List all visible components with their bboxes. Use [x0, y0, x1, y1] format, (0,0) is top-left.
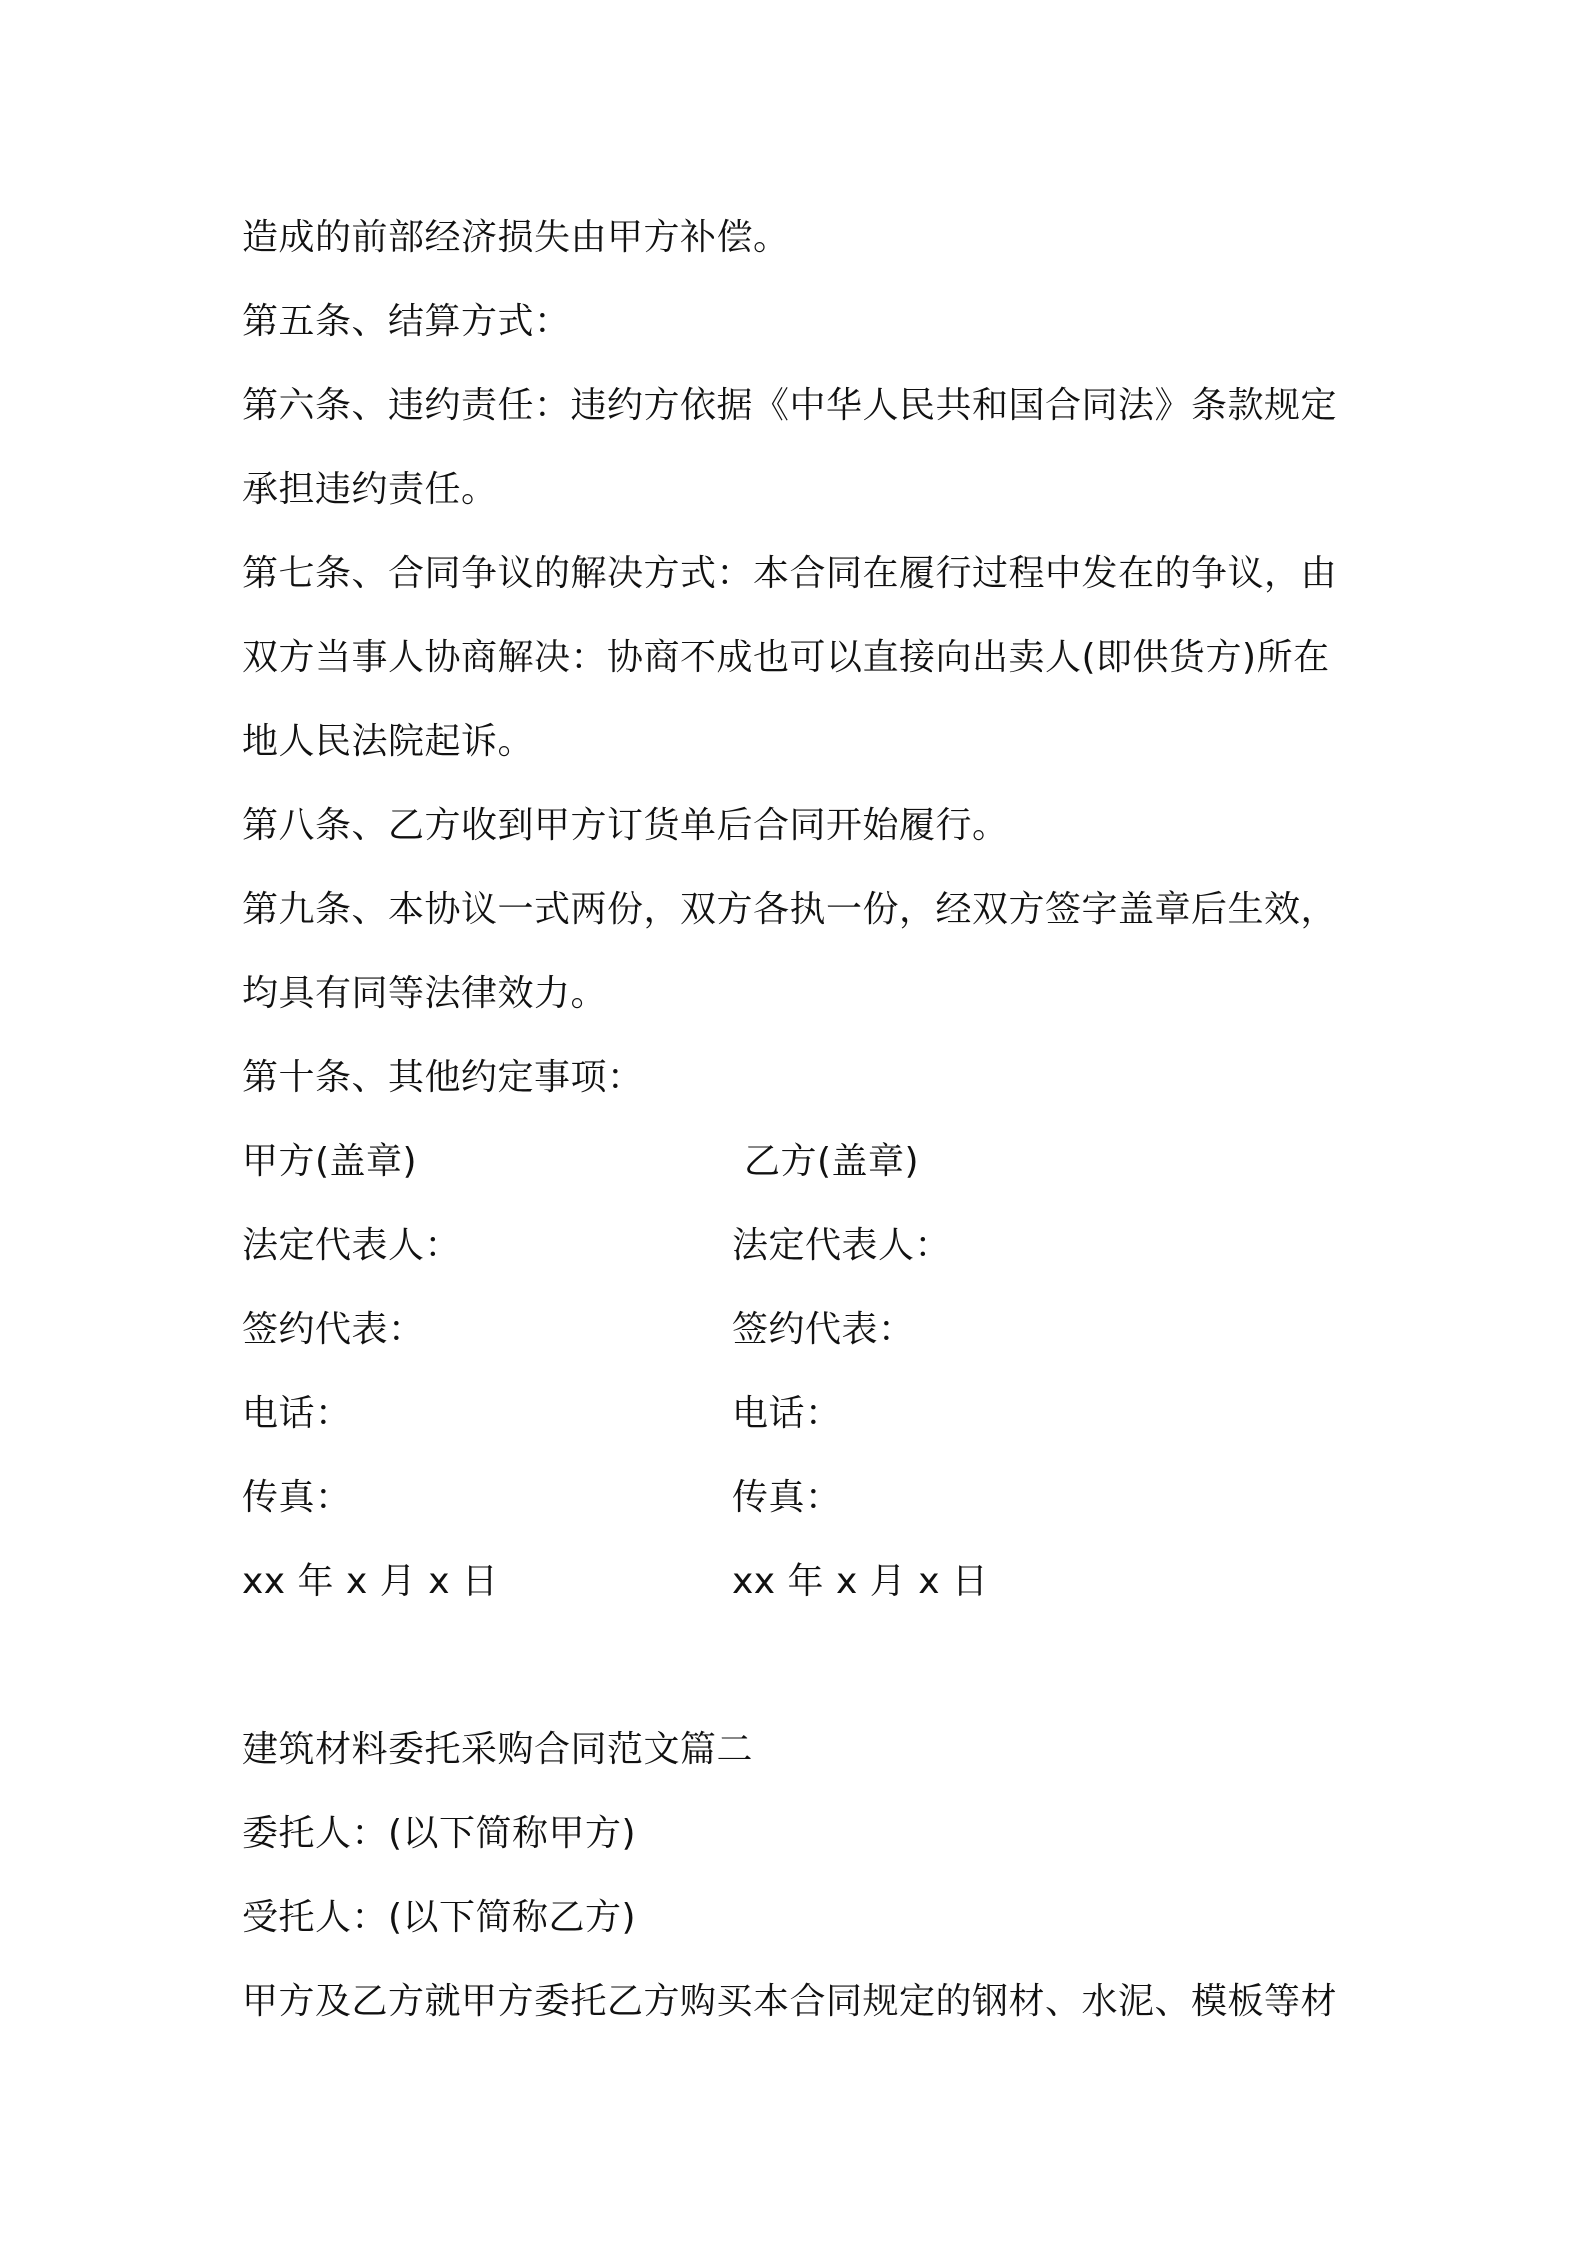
party-b-fax: 传真：: [732, 1477, 842, 1518]
signature-row-date: [242, 1540, 1362, 1624]
party-a-fax: 传真：: [242, 1477, 352, 1518]
clause-7-continuation-2: 地人民法院起诉。: [242, 721, 535, 762]
clause-9-continuation: 均具有同等法律效力。: [242, 973, 608, 1014]
party-a-representative: 签约代表：: [242, 1309, 425, 1350]
party-b-representative: 签约代表：: [732, 1309, 915, 1350]
clause-8-line: 第八条、乙方收到甲方订货单后合同开始履行。: [242, 805, 1009, 846]
section-spacer: [242, 1624, 1362, 1708]
party-b-seal: 乙方(盖章): [732, 1141, 920, 1182]
party-a-phone: 电话：: [242, 1393, 352, 1434]
section-title: 建筑材料委托采购合同范文篇二: [242, 1729, 754, 1770]
party-b-legal-rep: 法定代表人：: [732, 1225, 952, 1266]
intro-paragraph-line: 甲方及乙方就甲方委托乙方购买本合同规定的钢材、水泥、模板等材: [242, 1981, 1338, 2022]
paragraph-line: 造成的前部经济损失由甲方补偿。: [242, 217, 790, 258]
clause-9-line: 第九条、本协议一式两份，双方各执一份，经双方签字盖章后生效，: [242, 889, 1338, 930]
party-a-seal: 甲方(盖章): [242, 1141, 418, 1182]
signature-row-seal: [242, 1120, 1362, 1204]
clause-6-line: 第六条、违约责任：违约方依据《中华人民共和国合同法》条款规定: [242, 385, 1338, 426]
clause-10-line: 第十条、其他约定事项：: [242, 1057, 644, 1098]
clause-7-line: 第七条、合同争议的解决方式：本合同在履行过程中发在的争议，由: [242, 553, 1338, 594]
party-a-date: xx 年 x 月 x 日: [242, 1561, 499, 1602]
party-b-date: xx 年 x 月 x 日: [732, 1561, 989, 1602]
signature-row-fax: [242, 1456, 1362, 1540]
principal-line: 委托人：(以下简称甲方): [242, 1813, 637, 1854]
clause-6-continuation: 承担违约责任。: [242, 469, 498, 510]
clause-7-continuation: 双方当事人协商解决：协商不成也可以直接向出卖人(即供货方)所在: [242, 637, 1330, 678]
clause-5-line: 第五条、结算方式：: [242, 301, 571, 342]
agent-line: 受托人：(以下简称乙方): [242, 1897, 637, 1938]
document-body: [242, 196, 1362, 2044]
party-b-phone: 电话：: [732, 1393, 842, 1434]
signature-row-representative: [242, 1288, 1362, 1372]
signature-row-legal-rep: [242, 1204, 1362, 1288]
signature-row-phone: [242, 1372, 1362, 1456]
party-a-legal-rep: 法定代表人：: [242, 1225, 462, 1266]
